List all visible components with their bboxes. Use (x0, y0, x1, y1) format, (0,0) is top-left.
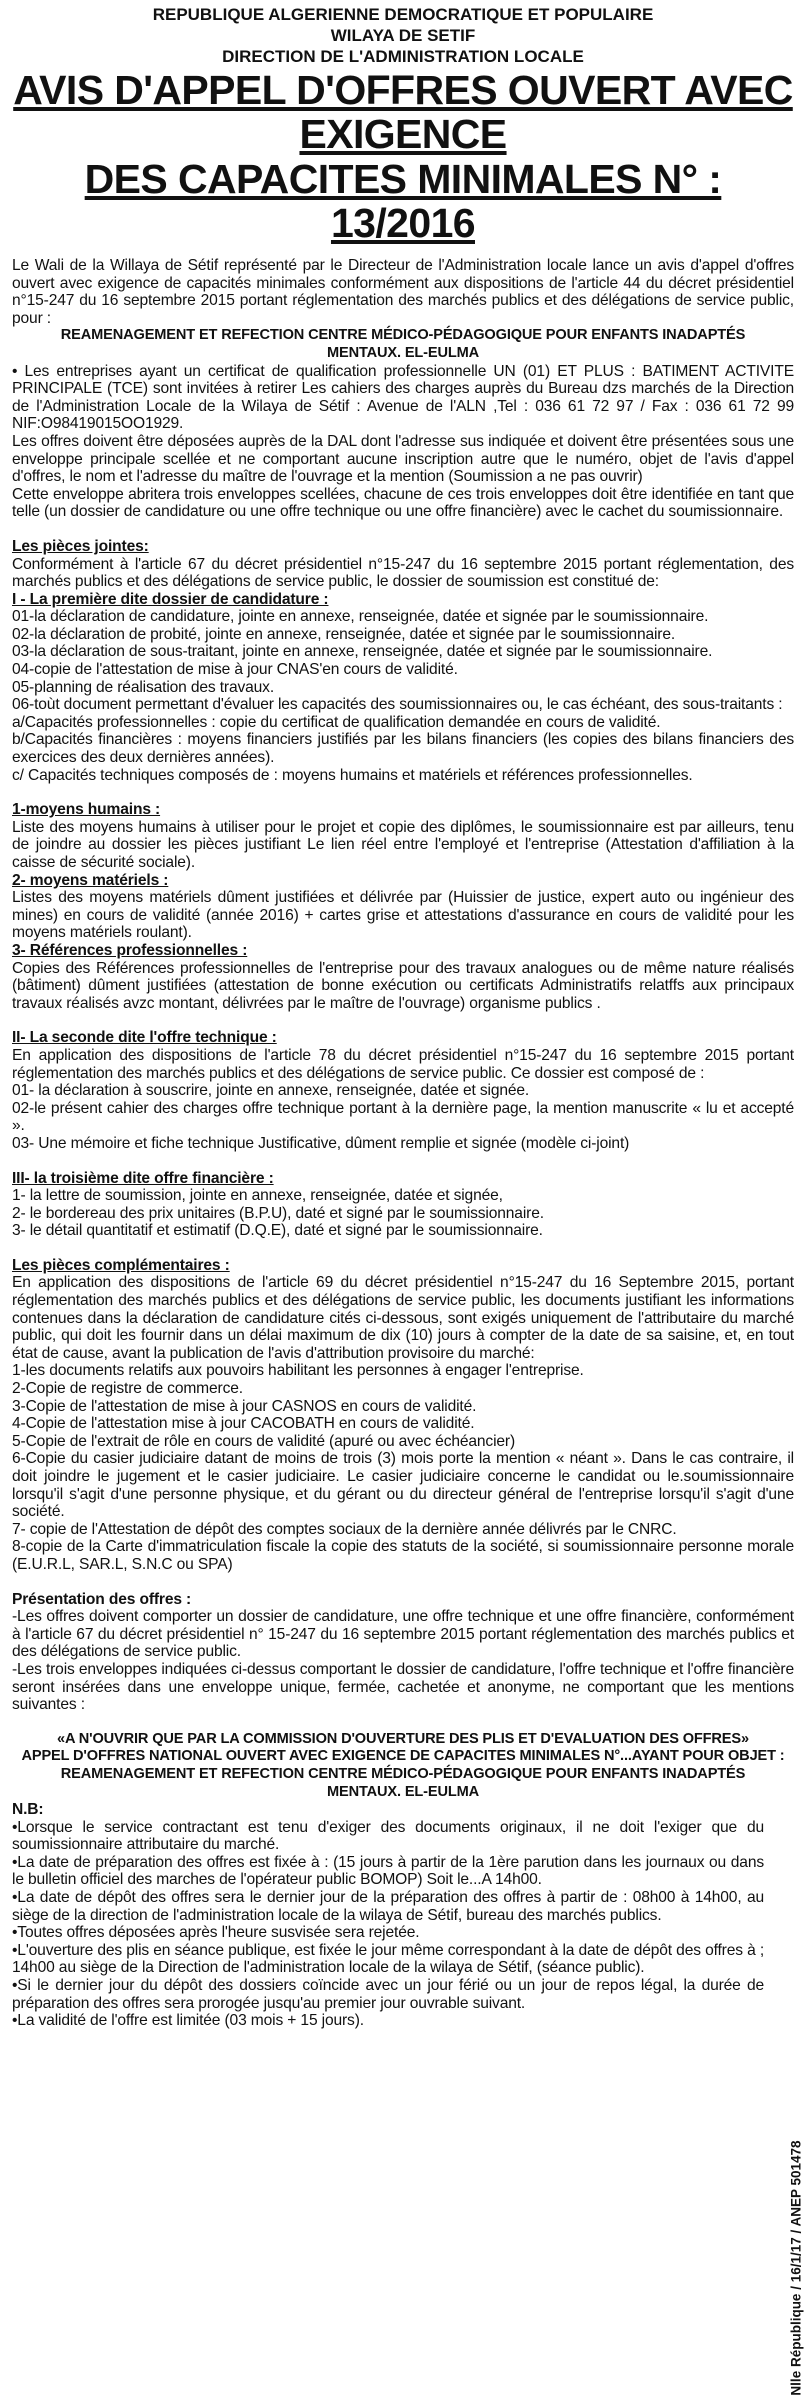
list-item: 01- la déclaration à souscrire, jointe en annexe, renseignée, datée et signée. (12, 1082, 530, 1100)
mention-line: APPEL D'OFFRES NATIONAL OUVERT AVEC EXIGENCE DE CAPACITES MINIMALES N°...AYANT POUR OBJET : (21, 1748, 785, 1765)
list-item: •La date de préparation des offres est fixée à : (15 jours à partir de la 1ère parution dans les journaux ou dans le bulletin officiel des marches de l'opérateur public BOMOP) Soit le...A 14h00. (12, 1853, 764, 1889)
list-item: •Toutes offres déposées après l'heure susvisée sera rejetée. (12, 1924, 420, 1942)
nb-heading: N.B: (12, 1801, 44, 1819)
list-item: 8-copie de la Carte d'immatriculation fiscale la copie des statuts de la société, si soumissionnaire personne morale (E.U.R.L, SAR.L, S.N.C ou SPA) (12, 1538, 794, 1573)
list-item: 04-copie de l'attestation de mise à jour CNAS'en cours de validité. (12, 661, 458, 679)
depot-paragraph: Les offres doivent être déposées auprès de la DAL dont l'adresse sus indiquée et doivent être présentées sous une enveloppe principale scellée et ne comportant aucune inscription autre que le numéro, objet de l'avis d'appel d'offres, le nom et l'adresse du maître de l'ouvrage et la mention (Soumission a ne pas ouvrir) (12, 432, 794, 486)
list-item: 02-le présent cahier des charges offre technique portant à la dernière page, la mention manuscrite « lu et accepté ». (12, 1099, 794, 1135)
list-item: •La validité de l'offre est limitée (03 mois + 15 jours). (12, 2012, 364, 2030)
references-text: Copies des Références professionnelles de l'entreprise pour des travaux analogues ou de même nature réalisés (bâtiment) dûment justifiées (attestation de bonne exécution ou certificats Administratifs relatffs aux principaux travaux réalisés avzc montant, délivrées par le maître de l'ouvrage) organisme publics . (12, 959, 794, 1012)
header-republic: REPUBLIQUE ALGERIENNE DEMOCRATIQUE ET POPULAIRE (152, 5, 654, 24)
section3-heading: III- la troisième dite offre financière : (12, 1169, 274, 1187)
list-item: 01-la déclaration de candidature, jointe en annexe, renseignée, datée et signée par le soumissionnaire. (12, 608, 709, 626)
notice-body (12, 257, 794, 2030)
list-item: 7- copie de l'Attestation de dépôt des comptes sociaux de la dernière année délivrés par le CNRC. (12, 1520, 677, 1538)
section2-list (12, 1082, 794, 1152)
list-item: •Si le dernier jour du dépôt des dossiers coïncide avec un jour férié ou un jour de repos légal, la durée de préparation des offres sera prorogée jusqu'au premier jour ouvrable suivant. (12, 1977, 764, 2012)
list-item: •L'ouverture des plis en séance publique, est fixée le jour même correspondant à la date de dépôt des offres à ; 14h00 au siège de la Direction de l'administration locale de la wilaya de Sétif, (séance public). (12, 1941, 764, 1977)
list-item: •Lorsque le service contractant est tenu d'exiger des documents originaux, il ne doit l'exiger que du soumissionnaire attributaire du marché. (12, 1818, 764, 1854)
list-item: 3-Copie de l'attestation de mise à jour CASNOS en cours de validité. (12, 1397, 477, 1415)
list-item: -Les trois enveloppes indiquées ci-dessus comportant le dossier de candidature, l'offre technique et l'offre financière seront insérées dans une enveloppe unique, fermée, cachetée et anonyme, ne comportant que les mentions suivantes : (12, 1660, 794, 1714)
entreprises-paragraph: • Les entreprises ayant un certificat de qualification professionnelle UN (01) ET PLUS : BATIMENT ACTIVITE PRINCIPALE (TCE) sont invitées à retirer Les cahiers des charges auprès du Bureau dzs marchés de la Direction de l'Administration Locale de la Wilaya de Sétif : Avenue de l'ALN ,Tel : 036 61 72 97 / Fax : 036 61 72 99 NIF:O98419015OO1929. (12, 362, 794, 433)
section1-heading: I - La première dite dossier de candidature : (12, 590, 329, 608)
complementaires-intro: En application des dispositions de l'article 69 du décret présidentiel n°15-247 du 16 Septembre 2015, portant réglementation des marchés publics et des délégations de service public, les documents justifiant les informations contenues dans la déclaration de candidature cités ci-dessous, sont exigés uniquement de l'attributaire du marché public, qui doit les fournir dans un délai maximum de dix (10) jours à compter de la date de sa saisine, et, en tout état de cause, avant la publication de l'avis d'attribution provisoire du marché: (12, 1274, 794, 1362)
notice-title-line1: AVIS D'APPEL D'OFFRES OUVERT AVEC EXIGENCE (13, 67, 793, 157)
list-item: 03-la déclaration de sous-traitant, jointe en annexe, renseignée, datée et signée par le soumissionnaire. (12, 643, 713, 661)
mention-line: REAMENAGEMENT ET REFECTION CENTRE MÉDICO-PÉDAGOGIQUE POUR ENFANTS INADAPTÉS (60, 1765, 746, 1782)
intro-paragraph: Le Wali de la Willaya de Sétif représenté par le Directeur de l'Administration locale lance un avis d'appel d'offres ouvert avec exigence de capacités minimales conformément aux dispositions de l'article 44 du décret présidentiel n°15-247 du 16 septembre 2015 portant réglementation des marchés publics et des délégations de service public, pour : (12, 257, 794, 327)
complementaires-heading: Les pièces complémentaires : (12, 1256, 230, 1274)
list-item: c/ Capacités techniques composés de : moyens humains et matériels et références professionnelles. (12, 766, 693, 784)
references-heading: 3- Références professionnelles : (12, 941, 248, 959)
list-item: 1-les documents relatifs aux pouvoirs habilitant les personnes à engager l'entreprise. (12, 1362, 584, 1380)
list-item: 06-toùt document permettant d'évaluer les capacités des soumissionnaires ou, le cas échéant, des sous-traitants : (12, 696, 783, 714)
mention-line: MENTAUX. EL-EULMA (326, 1783, 480, 1800)
list-item: 5-Copie de l'extrait de rôle en cours de validité (apuré ou avec échéancier) (12, 1432, 515, 1450)
header-direction: DIRECTION DE L'ADMINISTRATION LOCALE (222, 47, 584, 66)
pieces-jointes-intro: Conformément à l'article 67 du décret présidentiel n°15-247 du 16 septembre 2015 portant réglementation, des marchés publics et des délégations de service public, le dossier de soumission est constitué de: (12, 555, 794, 591)
list-item: 2- le bordereau des prix unitaires (B.P.U), daté et signé par le soumissionnaire. (12, 1204, 544, 1222)
presentation-heading: Présentation des offres : (12, 1590, 192, 1608)
notice-page (12, 4, 794, 2030)
list-item: 6-Copie du casier judiciaire datant de moins de trois (3) mois porte la mention « néant ». Dans le cas contraire, il doit joindre le jugement et le casier judiciaire. Le casier judiciaire concerne le candidat ou le.soumissionnaire lorsqu'il s'agit d'une personne physique, et du gérant ou du directeur général de l'entreprise lorsqu'il s'agit d'une société. (12, 1450, 794, 1521)
pieces-jointes-heading: Les pièces jointes: (12, 537, 149, 555)
publication-reference-text: Nlle République / 16/1/17 / ANEP 501478 (788, 2139, 804, 2395)
header-wilaya: WILAYA DE SETIF (330, 26, 476, 45)
list-item: 02-la déclaration de probité, jointe en annexe, renseignée, datée et signée par le soumissionnaire. (12, 625, 676, 643)
publication-reference (786, 2139, 806, 2395)
list-item: -Les offres doivent comporter un dossier de candidature, une offre technique et une offre financière, conformément à l'article 67 du décret présidentiel n° 15-247 du 16 septembre 2015 portant réglementation des marchés publics et des délégations de service public. (12, 1608, 794, 1661)
list-item: 1- la lettre de soumission, jointe en annexe, renseignée, datée et signée, (12, 1187, 503, 1205)
section3-list (12, 1187, 794, 1240)
nb-list (12, 1819, 794, 2030)
project-location: MENTAUX. EL-EULMA (326, 344, 480, 361)
moyens-humains-heading: 1-moyens humains : (12, 801, 161, 819)
moyens-materiels-heading: 2- moyens matériels : (12, 871, 169, 889)
list-item: 03- Une mémoire et fiche technique Justificative, dûment remplie et signée (modèle ci-joint) (12, 1134, 630, 1152)
enveloppe-paragraph: Cette enveloppe abritera trois enveloppes scellées, chacune de ces trois enveloppes doit être identifiée en tant que telle (un dossier de candidature ou une offre technique ou une offre financière) avec le cachet du soumissionnaire. (12, 485, 794, 521)
list-item: 2-Copie de registre de commerce. (12, 1380, 243, 1398)
notice-title-line2: DES CAPACITES MINIMALES N° : 13/2016 (84, 156, 722, 246)
moyens-humains-text: Liste des moyens humains à utiliser pour le projet et copie des diplômes, le soumissionnaire est par ailleurs, tenu de joindre au dossier les pièces justifiant Le lien réel entre l'employé et l'entreprise (Attestation d'affiliation à la caisse de sécurité sociale). (12, 818, 794, 871)
list-item: 4-Copie de l'attestation mise à jour CACOBATH en cours de validité. (12, 1415, 475, 1433)
project-title: REAMENAGEMENT ET REFECTION CENTRE MÉDICO-PÉDAGOGIQUE POUR ENFANTS INADAPTÉS (60, 327, 746, 344)
list-item: a/Capacités professionnelles : copie du certificat de qualification demandée en cours de validité. (12, 713, 661, 731)
complementaires-list (12, 1362, 794, 1573)
list-item: 3- le détail quantitatif et estimatif (D.Q.E), daté et signé par le soumissionnaire. (12, 1222, 543, 1240)
list-item: b/Capacités financières : moyens financiers justifiés par les bilans financiers (les copies des bilans financiers des exercices des deux dernières années). (12, 731, 794, 767)
mention-line: «A N'OUVRIR QUE PAR LA COMMISSION D'OUVERTURE DES PLIS ET D'EVALUATION DES OFFRES» (57, 1730, 749, 1747)
section1-list (12, 608, 794, 784)
moyens-materiels-text: Listes des moyens matériels dûment justifiées et délivrée par (Huissier de justice, expert auto ou ingénieur des mines) en cours de validité (année 2016) + cartes grise et attestations d'assurance en cours de validité pour les moyens matériels roulant). (12, 889, 794, 942)
list-item: •La date de dépôt des offres sera le dernier jour de la préparation des offres à partir de : 08h00 à 14h00, au siège de la direction de l'administration locale de la wilaya de Sétif, bureau des marchés publics. (12, 1889, 764, 1924)
section2-intro: En application des dispositions de l'article 78 du décret présidentiel n°15-247 du 16 septembre 2015 portant réglementation des marchés publics et des délégations de service public. Ce dossier est composé de : (12, 1046, 794, 1082)
section2-heading: II- La seconde dite l'offre technique : (12, 1029, 277, 1047)
list-item: 05-planning de réalisation des travaux. (12, 678, 275, 696)
